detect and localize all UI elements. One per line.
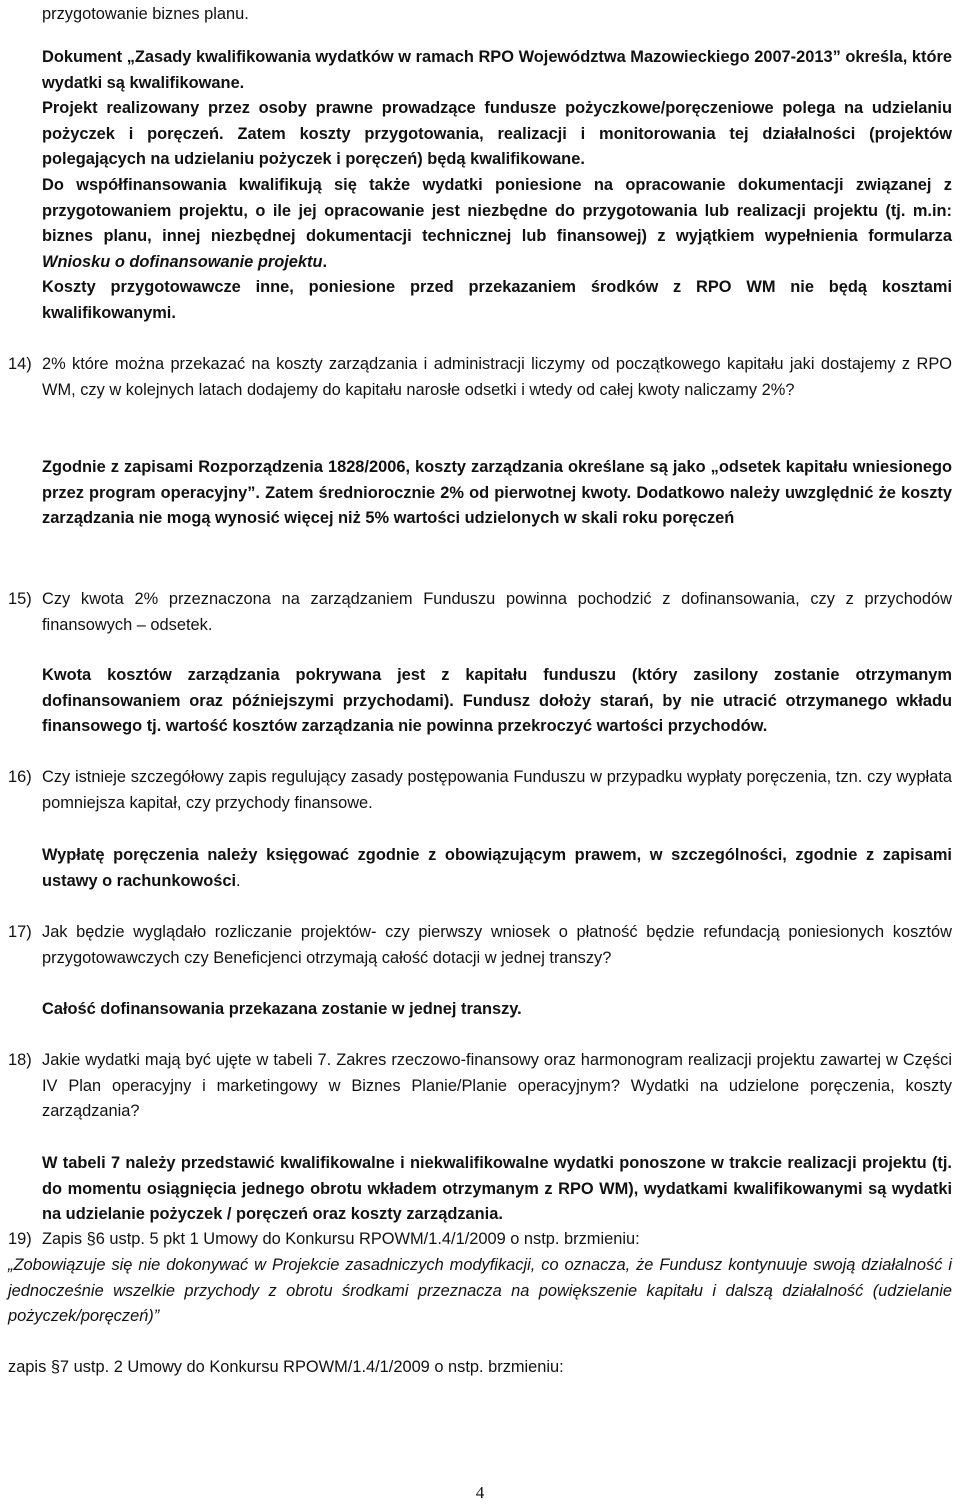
item-15-question: Czy kwota 2% przeznaczona na zarządzaniem Funduszu powinna pochodzić z dofinansowania, czy z przychodów finansowych – odsetek.	[42, 590, 952, 634]
item-18-answer: W tabeli 7 należy przedstawić kwalifikowalne i niekwalifikowalne wydatki ponoszone w trakcie realizacji projektu (tj. do momentu osiągnięcia jednego obrotu wkładem otrzymanym z RPO WM), wydatkami kwalifikowanymi są wydatki na udzielanie pożyczek / poręczeń oraz koszty zarządzania.	[42, 1154, 952, 1223]
paragraph-projekt	[42, 96, 952, 173]
paragraph-wspolfinansowanie	[42, 173, 952, 275]
item-number: 16)	[8, 768, 32, 786]
item-number: 19)	[8, 1230, 32, 1248]
top-line: przygotowanie biznes planu.	[42, 5, 249, 23]
paragraph-dokument: Dokument „Zasady kwalifikowania wydatków w ramach RPO Województwa Mazowieckiego 2007-2013” określa, które wydatki są kwalifikowane.	[42, 48, 952, 92]
item-15-answer: Kwota kosztów zarządzania pokrywana jest z kapitału funduszu (który zasilony zostanie otrzymanym dofinansowaniem oraz późniejszymi przychodami). Fundusz dołoży starań, by nie utracić otrzymanego wkładu finansowego tj. wartość kosztów zarządzania nie powinna przekroczyć wartości przychodów.	[42, 666, 952, 735]
item-16-answer-text: Wypłatę poręczenia należy księgować zgodnie z obowiązującym prawem, w szczególności, zgodnie z zapisami ustawy o rachunkowości	[42, 846, 952, 890]
paragraph-koszty-przygotowawcze: Koszty przygotowawcze inne, poniesione przed przekazaniem środków z RPO WM nie będą kosztami kwalifikowanymi.	[42, 278, 952, 322]
paragraph-projekt-rest: Zatem koszty przygotowania, realizacji i monitorowania tej działalności (projektów polegających na udzielaniu pożyczek i poręczeń) będą kwalifikowane.	[42, 124, 952, 168]
page-number: 4	[475, 1483, 485, 1502]
wspolfinansowanie-end: .	[322, 252, 328, 271]
item-17-question: Jak będzie wyglądało rozliczanie projektów- czy pierwszy wniosek o płatność będzie refundacją poniesionych kosztów przygotowawczych czy Beneficjenci otrzymają całość dotacji w jednej transzy?	[42, 923, 952, 967]
item-14-question: 2% które można przekazać na koszty zarządzania i administracji liczymy od początkowego kapitału jaki dostajemy z RPO WM, czy w kolejnych latach dodajemy do kapitału narosłe odsetki i wtedy od całej kwoty naliczamy 2%?	[42, 355, 952, 399]
wniosek-title: Wniosku o dofinansowanie projektu	[42, 252, 323, 271]
item-number: 17)	[8, 923, 32, 941]
item-16-answer-tail: .	[236, 871, 241, 890]
quote-paragraph: „Zobowiązuje się nie dokonywać w Projekcie zasadniczych modyfikacji, co oznacza, że Fundusz kontynuuje swoją działalność i jednocześnie wszelkie przychody z obrotu środkami przeznacza na powiększenie kapitału i dalszą działalność (udzielanie pożyczek/poręczeń)”	[8, 1256, 952, 1325]
item-number: 14)	[8, 355, 32, 373]
item-17-answer: Całość dofinansowania przekazana zostanie w jednej transzy.	[42, 1000, 522, 1018]
wspolfinansowanie-text: Do współfinansowania kwalifikują się także wydatki poniesione na opracowanie dokumentacji związanej z przygotowaniem projektu, o ile jej opracowanie jest niezbędne do przygotowania lub realizacji projektu (tj. m.in: biznes planu, innej niezbędnej dokumentacji technicznej lub finansowej) z wyjątkiem wypełnienia formularza	[42, 176, 952, 245]
item-18-question: Jakie wydatki mają być ujęte w tabeli 7. Zakres rzeczowo-finansowy oraz harmonogram realizacji projektu zawartej w Części IV Plan operacyjny i marketingowy w Biznes Planie/Planie operacyjnym? Wydatki na udzielone poręczenia, koszty zarządzania?	[42, 1051, 952, 1120]
item-number: 18)	[8, 1051, 32, 1069]
item-number: 15)	[8, 590, 32, 608]
item-19-question: Zapis §6 ustp. 5 pkt 1 Umowy do Konkursu RPOWM/1.4/1/2009 o nstp. brzmieniu:	[42, 1230, 640, 1248]
last-line: zapis §7 ustp. 2 Umowy do Konkursu RPOWM/1.4/1/2009 o nstp. brzmieniu:	[8, 1358, 564, 1376]
item-14-answer: Zgodnie z zapisami Rozporządzenia 1828/2006, koszty zarządzania określane są jako „odsetek kapitału wniesionego przez program operacyjny”. Zatem średniorocznie 2% od pierwotnej kwoty. Dodatkowo należy uwzględnić że koszty zarządzania nie mogą wynosić więcej niż 5% wartości udzielonych w skali roku poręczeń	[42, 458, 952, 527]
item-16-answer	[42, 843, 952, 894]
item-16-question: Czy istnieje szczegółowy zapis regulujący zasady postępowania Funduszu w przypadku wypłaty poręczenia, tzn. czy wypłata pomniejsza kapitał, czy przychody finansowe.	[42, 768, 952, 812]
paragraph-projekt-lead: Projekt realizowany przez osoby prawne prowadzące fundusze pożyczkowe/poręczeniowe polega na udzielaniu pożyczek i poręczeń.	[42, 99, 952, 143]
